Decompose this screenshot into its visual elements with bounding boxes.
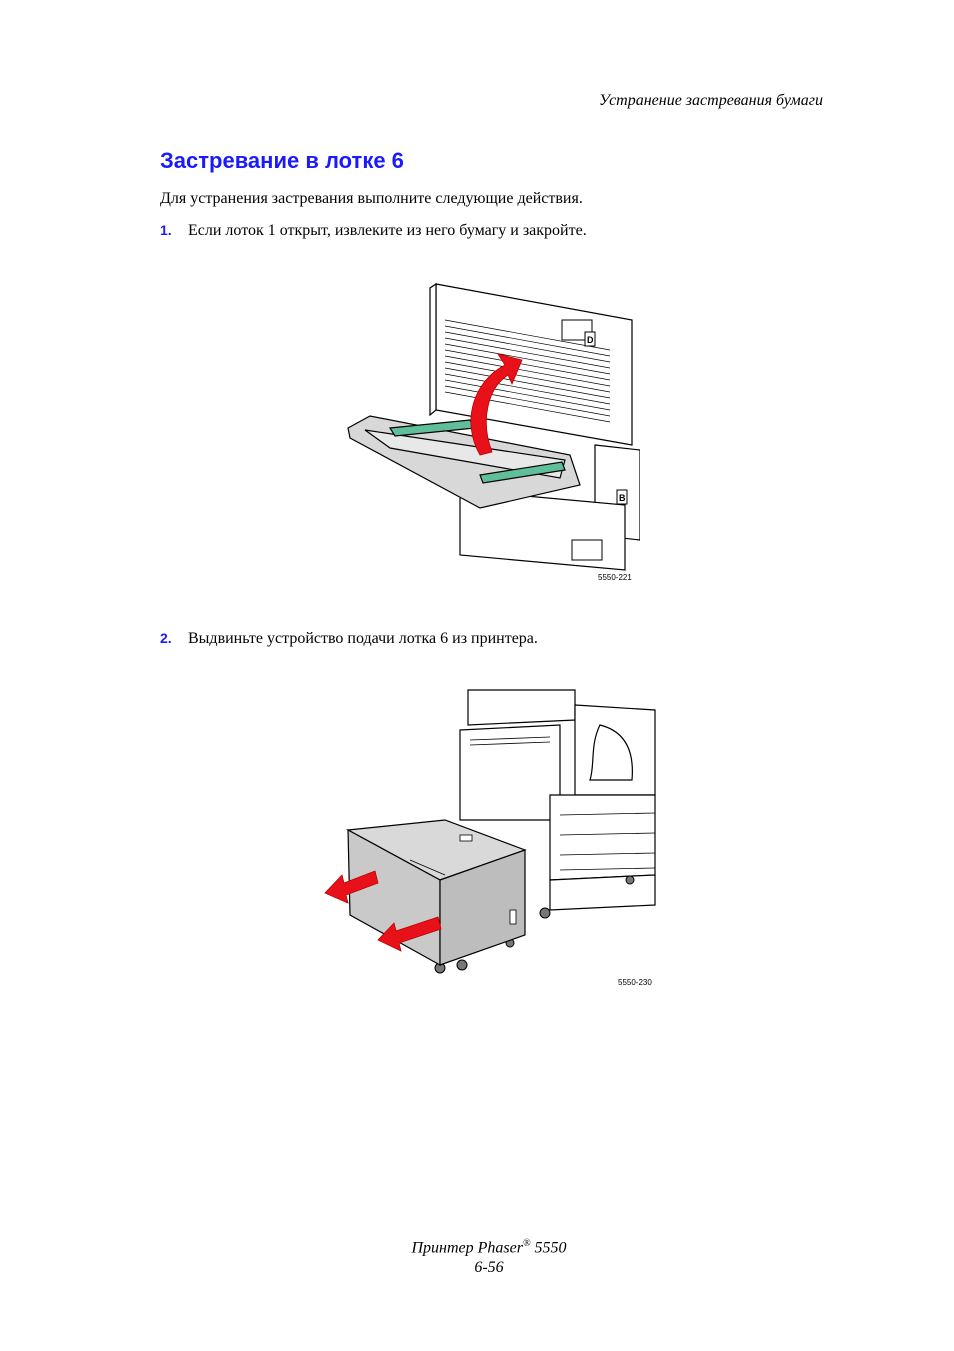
intro-text: Для устранения застревания выполните следующие действия. xyxy=(160,190,583,207)
product-prefix: Принтер Phaser xyxy=(411,1239,523,1257)
tray-badge-side: B xyxy=(619,493,626,503)
registered-mark: ® xyxy=(522,1238,531,1249)
step-2 xyxy=(160,630,538,648)
section-title: Застревание в лотке 6 xyxy=(160,148,404,173)
step-number: 2. xyxy=(160,630,172,646)
figure-label: 5550-221 xyxy=(598,573,632,582)
step-text: Выдвиньте устройство подачи лотка 6 из принтера. xyxy=(188,630,538,647)
page-number: 6-56 xyxy=(474,1259,504,1276)
step-number: 1. xyxy=(160,222,172,238)
step-text: Если лоток 1 открыт, извлеките из него бумагу и закройте. xyxy=(188,222,587,239)
tray6-pullout-illustration xyxy=(320,685,660,990)
tray6-feeder xyxy=(348,820,525,965)
figure-label: 5550-230 xyxy=(618,978,652,987)
tray1-close-illustration xyxy=(340,280,640,585)
step-1 xyxy=(160,222,587,240)
footer-product xyxy=(12,1238,954,1257)
tray-badge-top: D xyxy=(587,335,594,345)
running-header: Устранение застревания бумаги xyxy=(599,92,823,109)
product-model: 5550 xyxy=(534,1239,567,1257)
